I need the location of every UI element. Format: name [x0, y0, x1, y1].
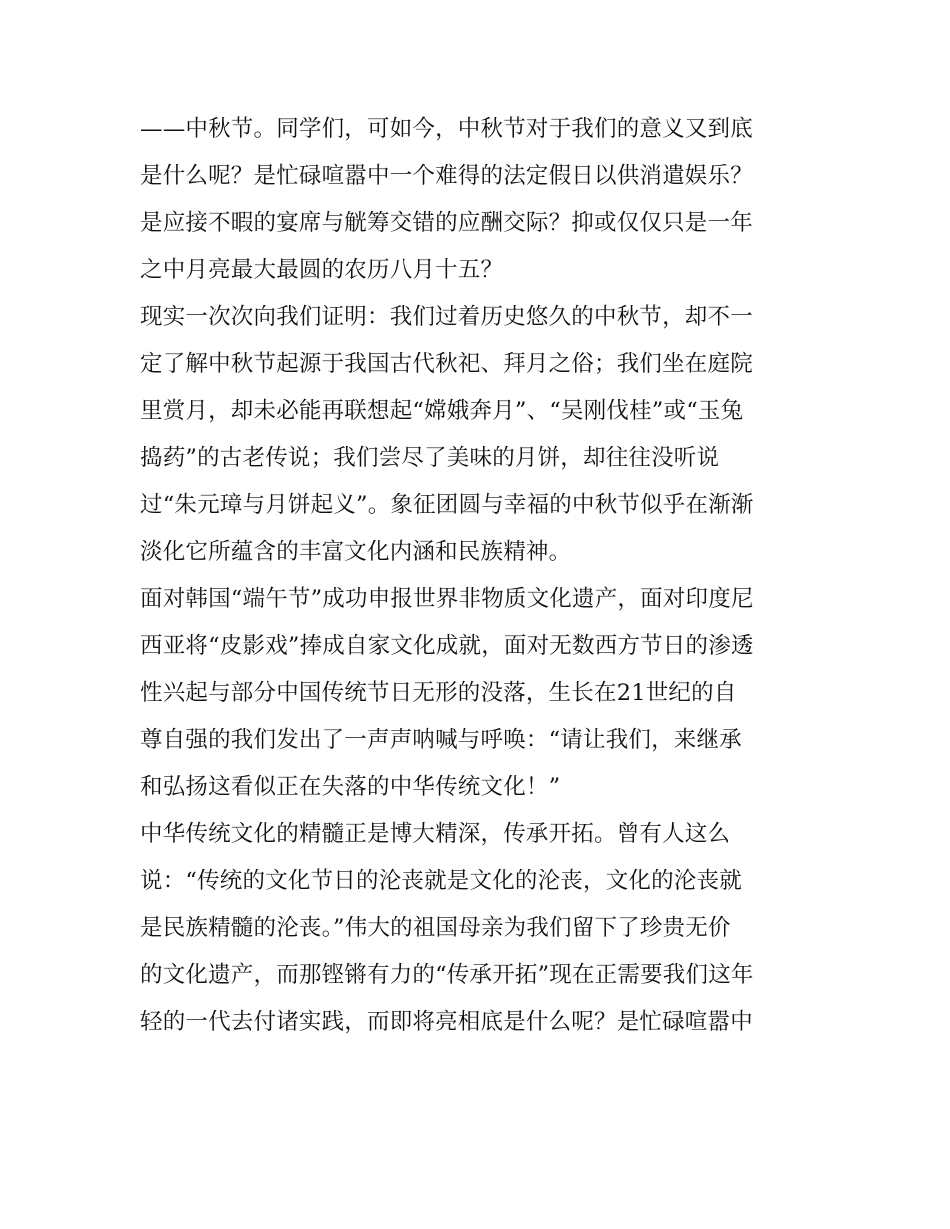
text-line: 轻的一代去付诸实践，而即将亮相底是什么呢？是忙碌喧嚣中 [140, 1009, 753, 1035]
text-line: 尊自强的我们发出了一声声呐喊与呼唤：“请让我们，来继承 [140, 727, 742, 753]
text-line: 里赏月，却未必能再联想起“嫦娥奔月”、“吴刚伐桂”或“玉兔 [140, 398, 744, 424]
text-line: 西亚将“皮影戏”捧成自家文化成就，面对无数西方节日的渗透 [140, 633, 754, 659]
document-page [140, 106, 812, 1046]
text-line: 性兴起与部分中国传统节日无形的没落，生长在21世纪的自 [140, 680, 737, 706]
text-line: 是民族精髓的沦丧。”伟大的祖国母亲为我们留下了珍贵无价 [140, 915, 731, 941]
text-line: 淡化它所蕴含的丰富文化内涵和民族精神。 [140, 539, 572, 565]
text-line: 之中月亮最大最圆的农历八月十五？ [140, 257, 504, 283]
text-line: 过“朱元璋与月饼起义”。象征团圆与幸福的中秋节似乎在渐渐 [140, 492, 754, 518]
text-line: 的文化遗产，而那铿锵有力的“传承开拓”现在正需要我们这年 [140, 962, 754, 988]
text-line: 现实一次次向我们证明：我们过着历史悠久的中秋节，却不一 [140, 304, 753, 330]
text-line: 是什么呢？是忙碌喧嚣中一个难得的法定假日以供消遣娱乐？ [140, 163, 753, 189]
text-line: 是应接不暇的宴席与觥筹交错的应酬交际？抑或仅仅只是一年 [140, 210, 753, 236]
text-line: 中华传统文化的精髓正是博大精深，传承开拓。曾有人这么 [140, 821, 731, 847]
text-line: ——中秋节。同学们，可如今，中秋节对于我们的意义又到底 [140, 116, 753, 142]
text-line: 定了解中秋节起源于我国古代秋祀、拜月之俗；我们坐在庭院 [140, 351, 753, 377]
text-line: 面对韩国“端午节”成功申报世界非物质文化遗产，面对印度尼 [140, 586, 754, 612]
text-line: 和弘扬这看似正在失落的中华传统文化！” [140, 774, 561, 800]
text-line: 捣药”的古老传说；我们尝尽了美味的月饼，却往往没听说 [140, 445, 720, 471]
text-line: 说：“传统的文化节日的沦丧就是文化的沦丧，文化的沦丧就 [140, 868, 742, 894]
